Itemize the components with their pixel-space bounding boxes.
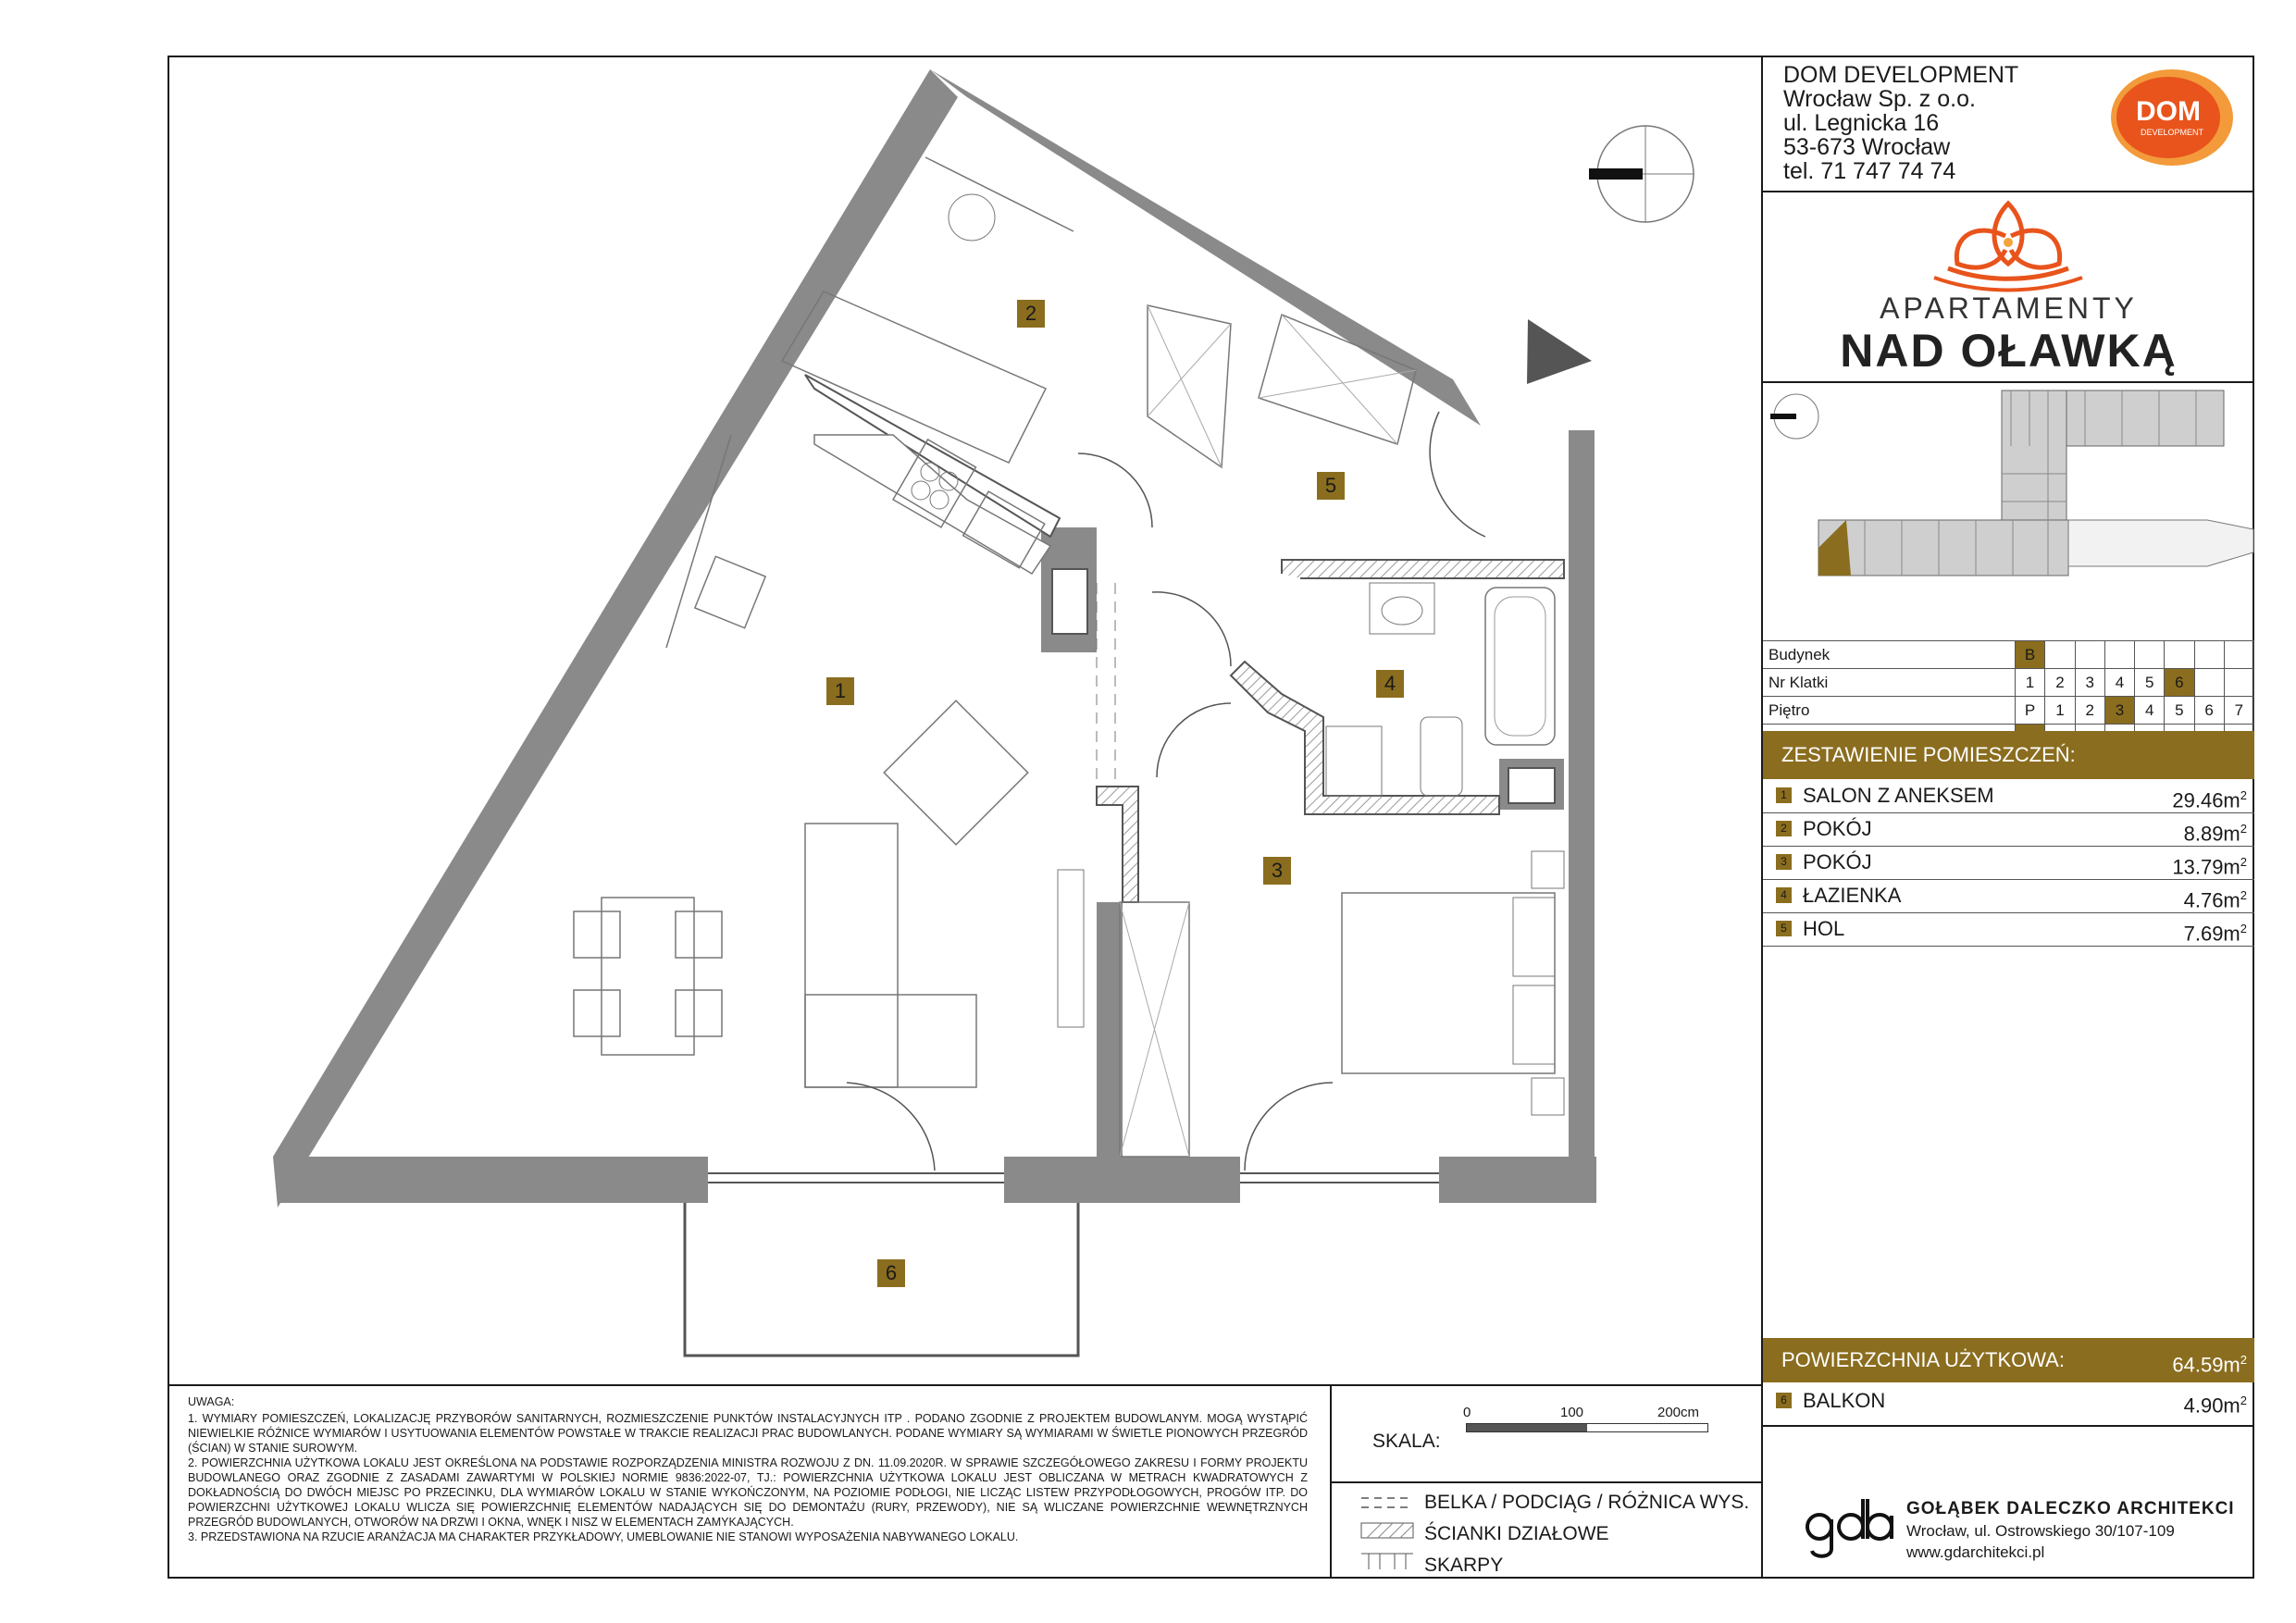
room-tag-3: 3 xyxy=(1263,857,1291,885)
scale-label: SKALA: xyxy=(1372,1431,1441,1452)
room-area: $8.89m^2$ xyxy=(2183,822,2247,846)
legend-icons xyxy=(1359,1493,1415,1573)
developer-phone: tel. 71 747 74 74 xyxy=(1783,158,1956,184)
bed xyxy=(1342,893,1555,1073)
architect-name: GOŁĄBEK DALECZKO ARCHITEKCI xyxy=(1906,1499,2235,1518)
room-area: $29.46m^2$ xyxy=(2172,788,2247,812)
legend-beam: BELKA / PODCIĄG / RÓŻNICA WYS. xyxy=(1424,1492,1750,1513)
room-num: 2 xyxy=(1776,821,1792,836)
exterior-wall-bottom-left xyxy=(278,1157,708,1203)
room-row xyxy=(1763,879,2254,913)
room-area: $4.76m^2$ xyxy=(2183,888,2247,912)
floor-4: 4 xyxy=(2135,697,2165,725)
note-item: 1. WYMIARY POMIESZCZEŃ, LOKALIZACJĘ PRZYBORÓW SANITARNYCH, ROZMIESZCZENIE PUNKTÓW INSTALACYJNYCH ITP . PODANO ZGODNIE Z PROJEKTEM BUDOWLANYM. MOGĄ WYSTĄPIĆ NIEWIELKIE RÓŻNICE WYMIARÓW I USYTUOWANIA ELEMENTÓW POWSTAŁE W TRAKCIE REALIZACJI PRAC BUDOWLANYCH. PODANE WYMIARY SĄ WYMIARAMI W ŚWIETLE PIONOWYCH PRZEGRÓD (ŚCIAN) W STANIE SUROWYM. xyxy=(188,1412,1308,1455)
room-tag-5: 5 xyxy=(1317,472,1345,500)
title-block xyxy=(1761,56,2254,1579)
floor-6: 6 xyxy=(2194,697,2224,725)
dashed-line-icon xyxy=(1361,1498,1413,1507)
reveal-icon xyxy=(1361,1554,1413,1569)
floor-3: 3 xyxy=(2104,697,2134,725)
balcony-name: BALKON xyxy=(1803,1389,1886,1412)
room-name: POKÓJ xyxy=(1803,850,1872,873)
total-area-label: POWIERZCHNIA UŻYTKOWA: xyxy=(1781,1348,2065,1371)
gda-logo xyxy=(1805,1492,1897,1558)
legend-partition: ŚCIANKI DZIAŁOWE xyxy=(1424,1523,1609,1544)
room-row xyxy=(1763,812,2254,847)
balcony-area: $4.90m^2$ xyxy=(2183,1394,2247,1418)
stair-label: Nr Klatki xyxy=(1763,669,2015,697)
developer-company: Wrocław Sp. z o.o. xyxy=(1783,86,1976,112)
stair-3: 3 xyxy=(2075,669,2104,697)
dom-logo-subtext: DEVELOPMENT xyxy=(2140,128,2204,137)
dining-table xyxy=(602,898,694,1055)
sofa xyxy=(805,824,898,1087)
floor-5: 5 xyxy=(2165,697,2194,725)
architect-block xyxy=(1805,1490,2240,1573)
room-num: 4 xyxy=(1776,887,1792,903)
exterior-wall-top xyxy=(930,69,1481,426)
scale-tick-100: 100 xyxy=(1560,1405,1584,1420)
room-row xyxy=(1763,846,2254,880)
room-area: $13.79m^2$ xyxy=(2172,855,2247,879)
building-label: Budynek xyxy=(1763,641,2015,669)
room-name: SALON Z ANEKSEM xyxy=(1803,784,1994,807)
legend-box xyxy=(1330,1384,1763,1579)
developer-name: DOM DEVELOPMENT xyxy=(1783,62,2019,88)
architect-website: www.gdarchitekci.pl xyxy=(1906,1543,2045,1561)
floor-2: 2 xyxy=(2075,697,2104,725)
scale-bar xyxy=(1466,1423,1708,1432)
project-title-line2: NAD OŁAWKĄ xyxy=(1840,325,2178,377)
room-name: ŁAZIENKA xyxy=(1803,884,1902,907)
developer-street: ul. Legnicka 16 xyxy=(1783,110,1940,136)
room-num: 1 xyxy=(1776,787,1792,803)
scale-tick-0: 0 xyxy=(1463,1405,1471,1420)
notes-block xyxy=(188,1394,1308,1544)
note-item: 2. POWIERZCHNIA UŻYTKOWA LOKALU JEST OKREŚLONA NA PODSTAWIE ROZPORZĄDZENIA MINISTRA ROZWOJU Z DN. 11.09.2020R. W SPRAWIE SZCZEGÓŁOWEGO ZAKRESU I FORMY PROJEKTU BUDOWLANEGO ORAZ ZGODNIE Z ZASADAMI ZAWARTYMI W POLSKIEJ NORMIE 9836:2022-07, TJ.: POWIERZCHNIA UŻYTKOWA LOKALU JEST OBLICZANA W METRACH KWADRATOWYCH Z DOKŁADNOŚCIĄ DO DWÓCH MIEJSC PO PRZECINKU, DLA WYMIARÓW LOKALU W STANIE WYKOŃCZONYM, NA POZIOMIE PODŁOGI, NIE LICZĄC LISTEW PRZYPODŁOGOWYCH, PROGÓW ITP. DO POWIERZCHNI UŻYTKOWEJ LOKALU WLICZA SIĘ POWIERZCHNIĘ ELEMENTÓW NADAJĄCYCH SIĘ DO DEMONTAŻU (RURY, PRZEWODY), NIE SĄ WLICZANE POWIERZCHNIE WEWNĘTRZNYCH PRZEGRÓD BUDOWLANYCH, OTWORÓW NA DRZWI I OKNA, WNĘK I NISZ W ELEMENTACH ZAMYKAJĄCYCH. xyxy=(188,1456,1308,1529)
bathtub xyxy=(1485,588,1555,745)
room-tag-6: 6 xyxy=(877,1259,905,1287)
north-arrow-icon xyxy=(1527,319,1592,384)
floor-plan xyxy=(169,57,1759,1382)
developer-info xyxy=(1783,63,2018,183)
balcony-num: 6 xyxy=(1776,1393,1792,1408)
floor-1: 1 xyxy=(2045,697,2075,725)
floor-label: Piętro xyxy=(1763,697,2015,725)
total-area-row xyxy=(1763,1338,2254,1382)
room-tag-4: 4 xyxy=(1376,670,1404,698)
stair-4: 4 xyxy=(2104,669,2134,697)
building-value: B xyxy=(2015,641,2045,669)
room-tag-1: 1 xyxy=(826,677,854,705)
room-row xyxy=(1763,779,2254,813)
room-name: HOL xyxy=(1803,917,1845,940)
stair-6: 6 xyxy=(2165,669,2194,697)
room-num: 5 xyxy=(1776,921,1792,936)
dom-logo-text: DOM xyxy=(2136,96,2201,127)
room-row xyxy=(1763,912,2254,947)
stair-2: 2 xyxy=(2045,669,2075,697)
total-area-value: $64.59m^2$ xyxy=(2172,1353,2247,1377)
room-tag-2: 2 xyxy=(1017,300,1045,328)
floor-p: P xyxy=(2015,697,2045,725)
floor-7: 7 xyxy=(2224,697,2253,725)
balcony-row xyxy=(1763,1384,2254,1418)
note-item: 3. PRZEDSTAWIONA NA RZUCIE ARANŻACJA MA CHARAKTER PRZYKŁADOWY, UMEBLOWANIE NIE STANOWI WYPOSAŻENIA NABYWANEGO LOKALU. xyxy=(188,1530,1019,1543)
key-plan xyxy=(1763,381,2254,617)
scale-tick-200: 200cm xyxy=(1657,1405,1700,1420)
room-area: $7.69m^2$ xyxy=(2183,922,2247,946)
room-num: 3 xyxy=(1776,854,1792,870)
exterior-wall-bottom-mid xyxy=(1004,1157,1240,1203)
stair-5: 5 xyxy=(2135,669,2165,697)
interior-wall-room3 xyxy=(1097,902,1123,1157)
architect-address: Wrocław, ul. Ostrowskiego 30/107-109 xyxy=(1906,1522,2175,1540)
exterior-wall-right xyxy=(1569,430,1595,1203)
stair-1: 1 xyxy=(2015,669,2045,697)
rooms-header: ZESTAWIENIE POMIESZCZEŃ: xyxy=(1763,731,2254,779)
hatch-icon xyxy=(1361,1523,1413,1538)
armchair xyxy=(884,700,1028,845)
project-title-line1: APARTAMENTY xyxy=(1880,291,2138,325)
notes-header: UWAGA: xyxy=(188,1395,235,1408)
legend-reveal: SKARPY xyxy=(1424,1555,1504,1576)
dom-development-logo xyxy=(2107,67,2237,168)
room-name: POKÓJ xyxy=(1803,817,1872,840)
developer-city: 53-673 Wrocław xyxy=(1783,134,1951,160)
